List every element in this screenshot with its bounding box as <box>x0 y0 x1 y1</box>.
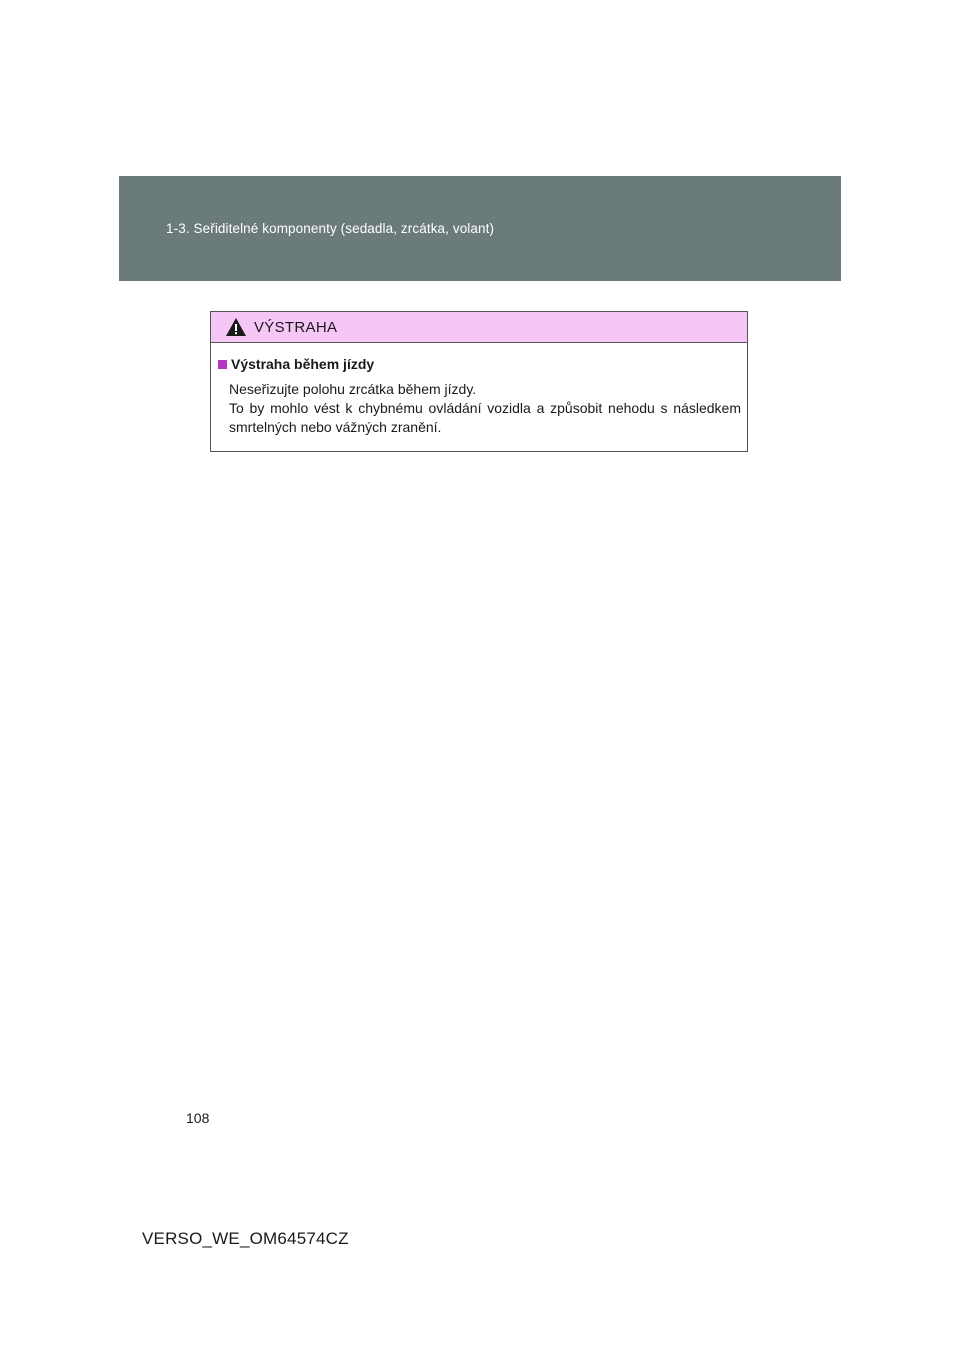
page-number: 108 <box>186 1110 210 1126</box>
document-code: VERSO_WE_OM64574CZ <box>142 1229 349 1248</box>
warning-triangle-icon <box>225 317 247 337</box>
warning-item-heading <box>217 354 741 374</box>
warning-body <box>211 343 747 437</box>
warning-item-heading-text: Výstraha během jízdy <box>231 356 375 372</box>
square-bullet-icon <box>218 360 227 369</box>
warning-box <box>210 311 748 452</box>
warning-paragraph: To by mohlo vést k chybnému ovládání vozidla a způsobit nehodu s následkem smrtelných nebo vážných zranění. <box>229 400 741 435</box>
warning-header <box>211 312 747 343</box>
section-header-band <box>119 176 841 281</box>
section-title: 1-3. Seřiditelné komponenty (sedadla, zrcátka, volant) <box>166 221 495 236</box>
warning-label: VÝSTRAHA <box>254 319 338 336</box>
warning-item-text <box>229 380 741 437</box>
warning-paragraph: Neseřizujte polohu zrcátka během jízdy. <box>229 381 477 397</box>
